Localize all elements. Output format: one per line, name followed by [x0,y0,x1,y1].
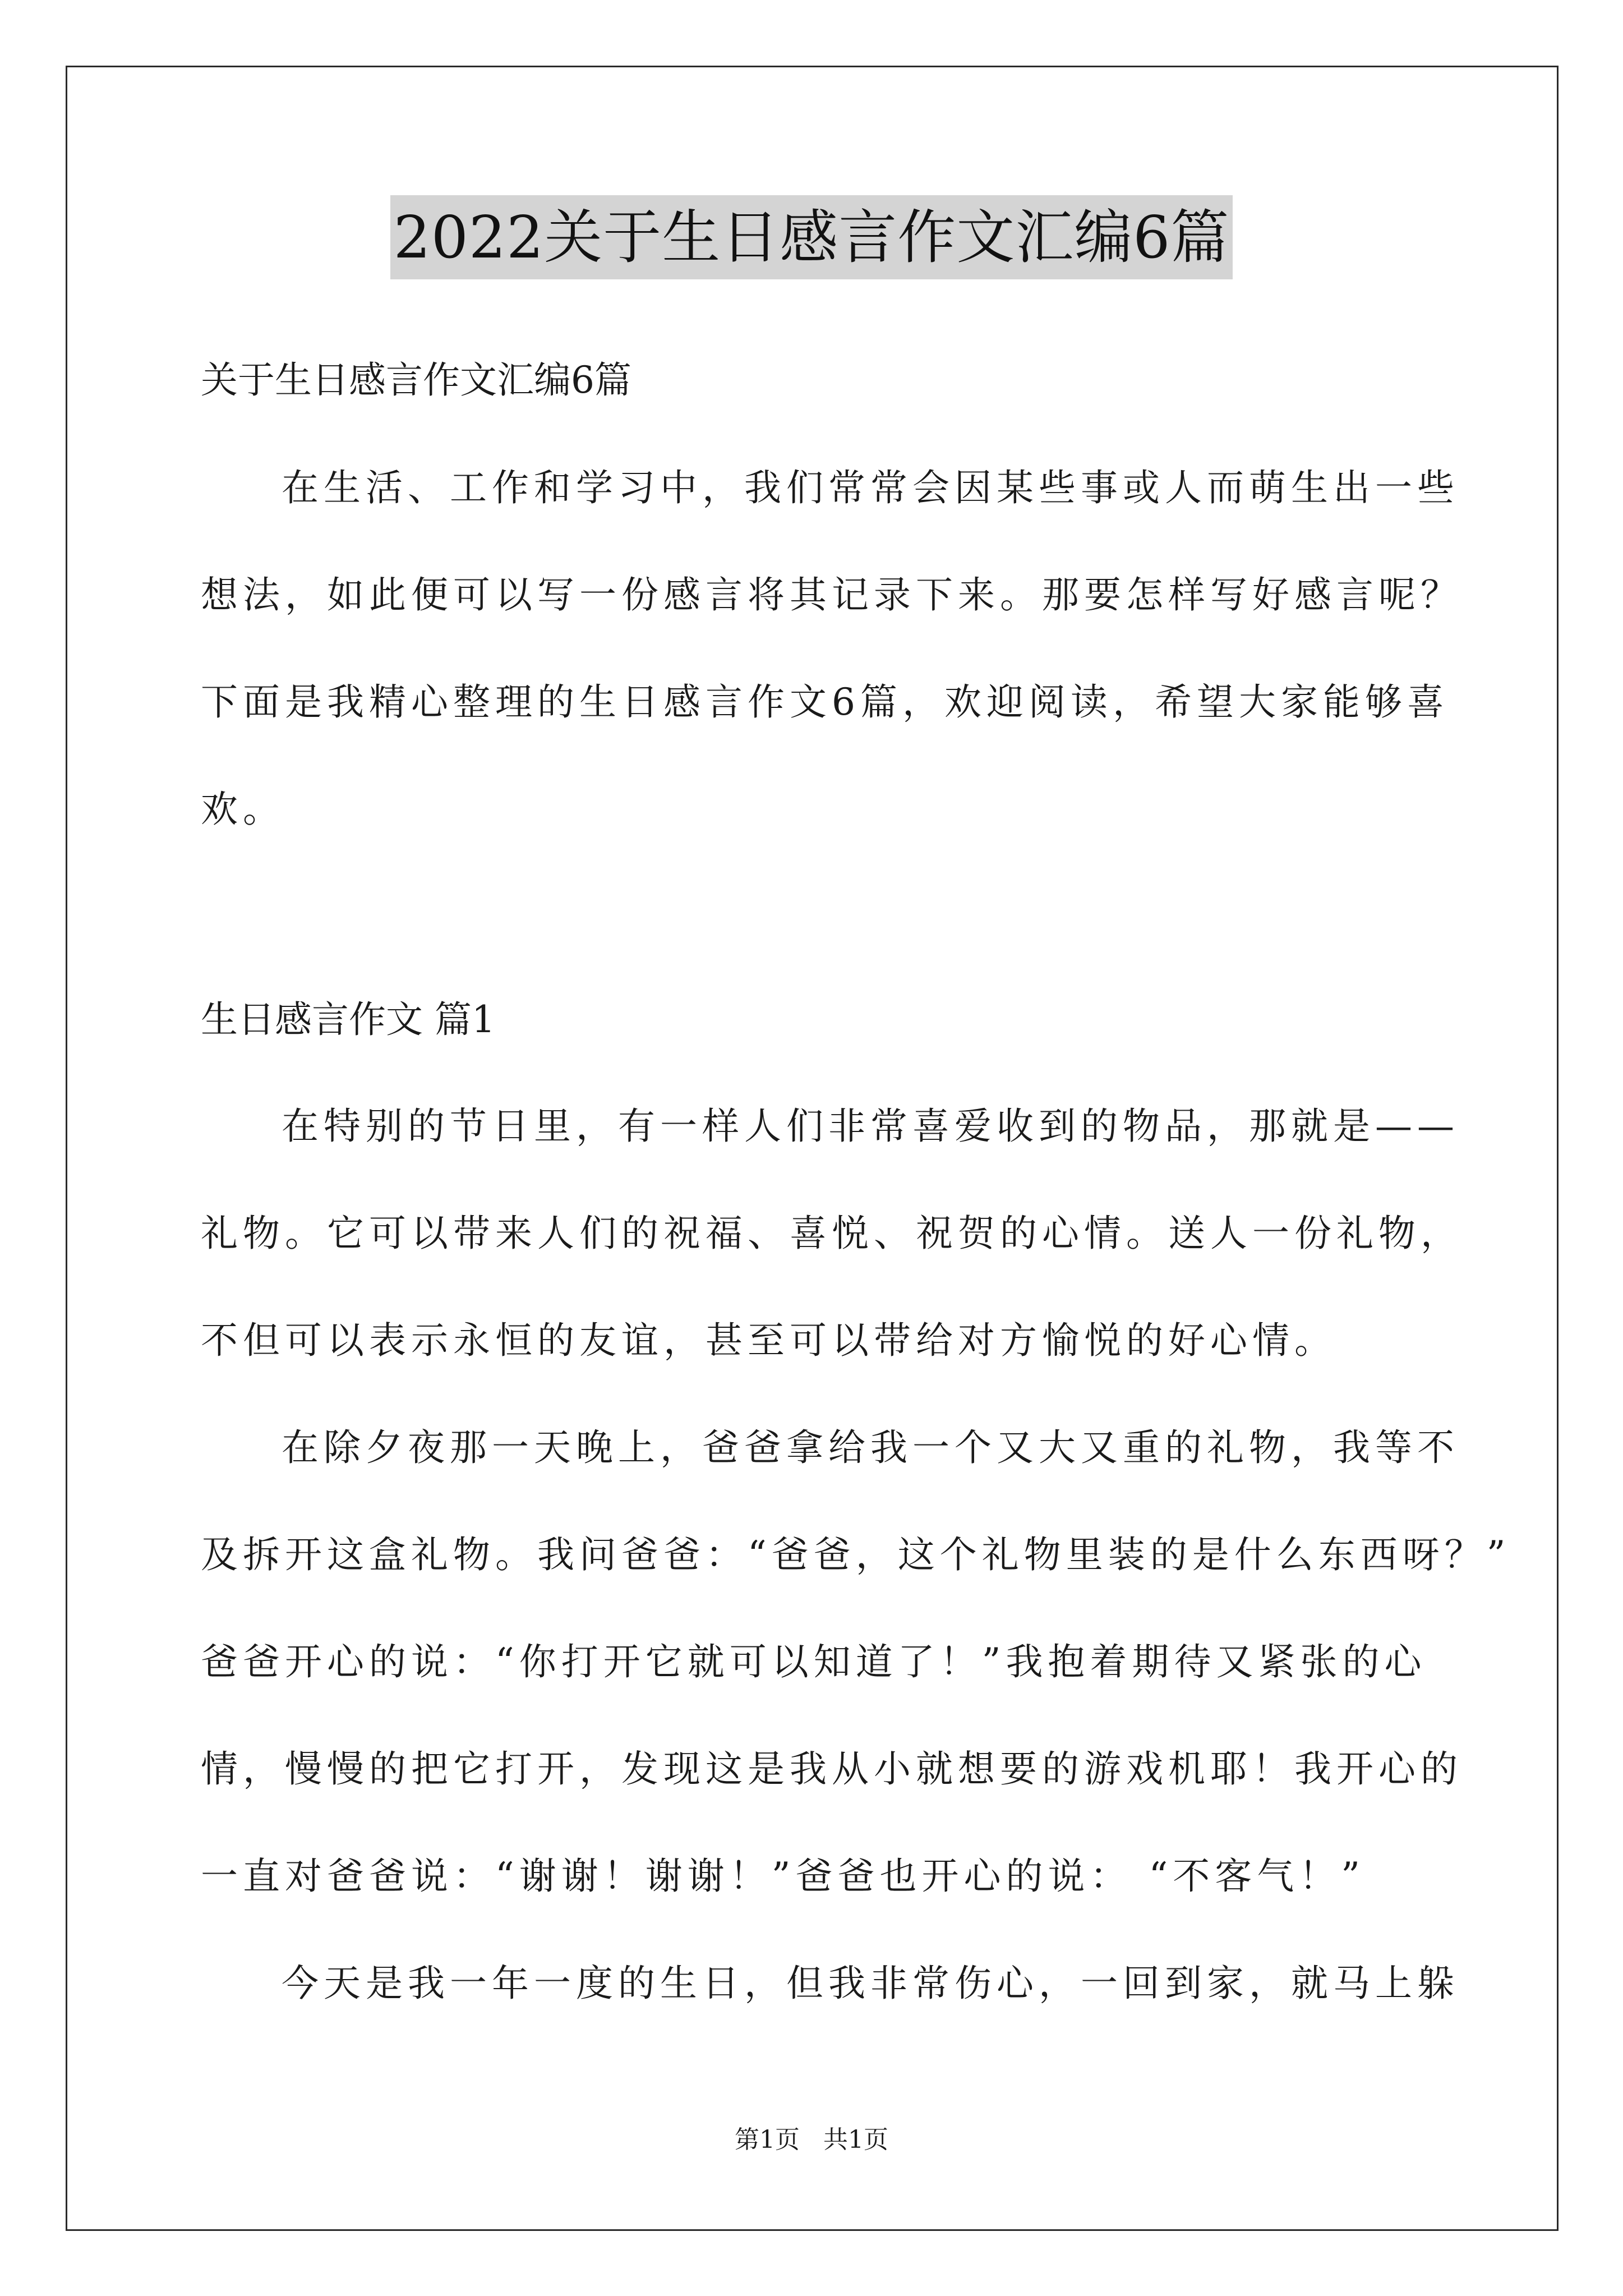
title-container [0,195,1623,279]
section-heading: 生日感言作文 篇1 [201,998,495,1041]
section-paragraph-line: 情，慢慢的把它打开，发现这是我从小就想要的游戏机耶！我开心的 [201,1747,1463,1791]
intro-paragraph-line: 下面是我精心整理的生日感言作文6篇，欢迎阅读，希望大家能够喜 [201,680,1449,724]
document-subtitle: 关于生日感言作文汇编6篇 [201,358,631,402]
section-paragraph-line: 一直对爸爸说：“谢谢！谢谢！”爸爸也开心的说： “不客气！” [201,1855,1365,1898]
section-paragraph-line: 礼物。它可以带来人们的祝福、喜悦、祝贺的心情。送人一份礼物， [201,1212,1463,1255]
section-paragraph-line: 在除夕夜那一天晚上，爸爸拿给我一个又大又重的礼物，我等不 [282,1426,1459,1469]
page-footer: 第1页 共1页 [735,2125,888,2154]
intro-paragraph-line: 想法，如此便可以写一份感言将其记录下来。那要怎样写好感言呢？ [201,573,1463,616]
section-paragraph-line: 及拆开这盒礼物。我问爸爸：“爸爸，这个礼物里装的是什么东西呀？” [201,1533,1511,1576]
section-paragraph-line: 爸爸开心的说：“你打开它就可以知道了！”我抱着期待又紧张的心 [201,1640,1427,1683]
section-paragraph-line: 不但可以表示永恒的友谊，甚至可以带给对方愉悦的好心情。 [201,1319,1336,1362]
intro-paragraph-line: 欢。 [201,788,285,831]
section-paragraph-line: 在特别的节日里，有一样人们非常喜爱收到的物品，那就是—— [282,1105,1459,1148]
section-paragraph-line: 今天是我一年一度的生日，但我非常伤心，一回到家，就马上躲 [282,1962,1459,2005]
intro-paragraph-line: 在生活、工作和学习中，我们常常会因某些事或人而萌生出一些 [282,466,1459,509]
document-title: 2022关于生日感言作文汇编6篇 [390,195,1233,279]
